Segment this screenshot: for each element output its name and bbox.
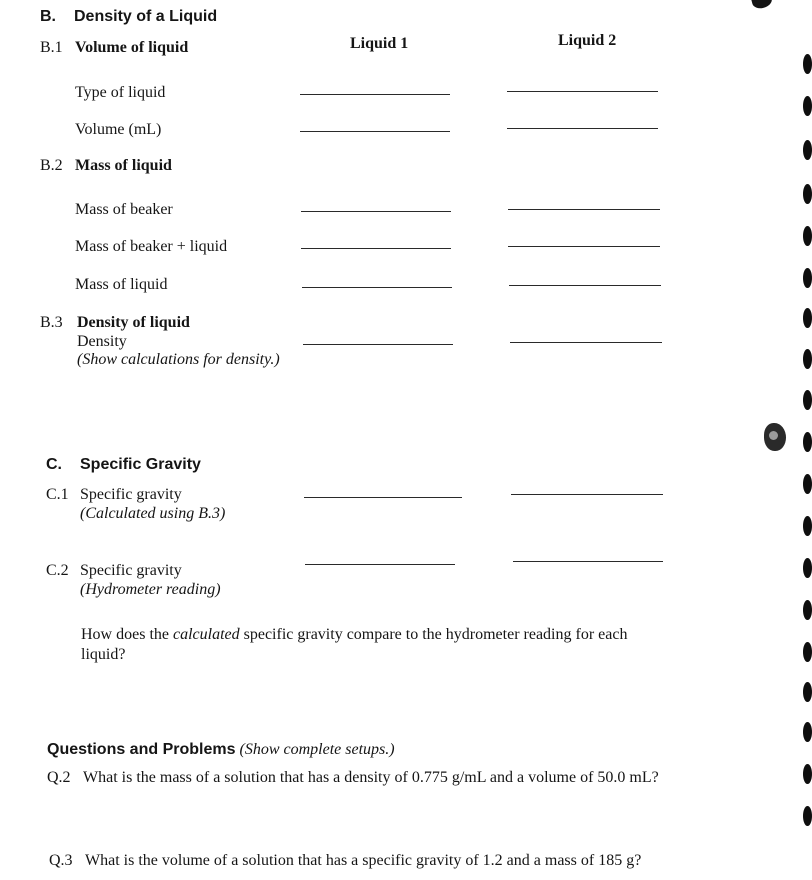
type-of-liquid-label: Type of liquid <box>75 84 166 101</box>
binder-hole <box>803 308 812 328</box>
mass-of-beaker-liquid-blank-1[interactable] <box>301 248 451 249</box>
binder-hole <box>803 642 812 662</box>
comparison-question: How does the calculated specific gravity compare to the hydrometer reading for each <box>81 626 628 643</box>
density-blank-2[interactable] <box>510 342 662 343</box>
mass-of-beaker-blank-1[interactable] <box>301 211 451 212</box>
density-label: Density <box>77 333 127 350</box>
q2-text: What is the mass of a solution that has a density of 0.775 g/mL and a volume of 50.0 mL? <box>83 769 659 786</box>
questions-heading: Questions and Problems (Show complete setups.) <box>47 741 395 758</box>
b1-number: B.1 <box>40 39 63 56</box>
binder-hole <box>803 349 812 369</box>
comparison-question-line-2: liquid? <box>81 646 126 663</box>
c2-note: (Hydrometer reading) <box>80 581 221 598</box>
q3-number: Q.3 <box>49 852 73 869</box>
column-header-liquid-1: Liquid 1 <box>350 35 409 52</box>
b1-title: Volume of liquid <box>75 39 189 56</box>
b2-number: B.2 <box>40 157 63 174</box>
type-of-liquid-blank-2[interactable] <box>507 91 658 92</box>
b2-title: Mass of liquid <box>75 157 172 174</box>
mass-of-liquid-blank-1[interactable] <box>302 287 452 288</box>
binder-hole <box>803 432 812 452</box>
binder-hole <box>803 600 812 620</box>
binding-mark <box>751 0 774 10</box>
binder-hole <box>803 54 812 74</box>
mass-of-liquid-blank-2[interactable] <box>509 285 661 286</box>
density-blank-1[interactable] <box>303 344 453 345</box>
binder-hole <box>803 682 812 702</box>
column-header-liquid-2: Liquid 2 <box>558 32 617 49</box>
binder-hole <box>803 140 812 160</box>
binder-hole <box>803 764 812 784</box>
binder-hole <box>803 474 812 494</box>
density-calc-note: (Show calculations for density.) <box>77 351 280 368</box>
volume-blank-2[interactable] <box>507 128 658 129</box>
c1-number: C.1 <box>46 486 69 503</box>
mass-of-beaker-blank-2[interactable] <box>508 209 660 210</box>
c1-blank-2[interactable] <box>511 494 663 495</box>
section-b-heading: B. Density of a Liquid <box>40 8 218 25</box>
c1-note: (Calculated using B.3) <box>80 505 226 522</box>
binder-hole <box>803 226 812 246</box>
binder-hole <box>803 390 812 410</box>
q2-number: Q.2 <box>47 769 71 786</box>
c2-number: C.2 <box>46 562 69 579</box>
mass-of-beaker-liquid-blank-2[interactable] <box>508 246 660 247</box>
binder-hole <box>803 96 812 116</box>
binder-hole <box>803 516 812 536</box>
type-of-liquid-blank-1[interactable] <box>300 94 450 95</box>
ink-blot <box>764 423 786 451</box>
c2-blank-2[interactable] <box>513 561 663 562</box>
volume-blank-1[interactable] <box>300 131 450 132</box>
binder-hole <box>803 268 812 288</box>
mass-of-beaker-liquid-label: Mass of beaker + liquid <box>75 238 228 255</box>
binder-hole <box>803 722 812 742</box>
c1-label: Specific gravity <box>80 486 182 503</box>
q3-text: What is the volume of a solution that has a specific gravity of 1.2 and a mass of 185 g? <box>85 852 642 869</box>
c1-blank-1[interactable] <box>304 497 462 498</box>
section-c-heading: C. Specific Gravity <box>46 456 201 473</box>
c2-label: Specific gravity <box>80 562 182 579</box>
mass-of-beaker-label: Mass of beaker <box>75 201 173 218</box>
binder-hole <box>803 184 812 204</box>
b3-number: B.3 <box>40 314 63 331</box>
binder-hole <box>803 806 812 826</box>
volume-label: Volume (mL) <box>75 121 162 138</box>
b3-title: Density of liquid <box>77 314 190 331</box>
binder-hole <box>803 558 812 578</box>
c2-blank-1[interactable] <box>305 564 455 565</box>
mass-of-liquid-label: Mass of liquid <box>75 276 168 293</box>
